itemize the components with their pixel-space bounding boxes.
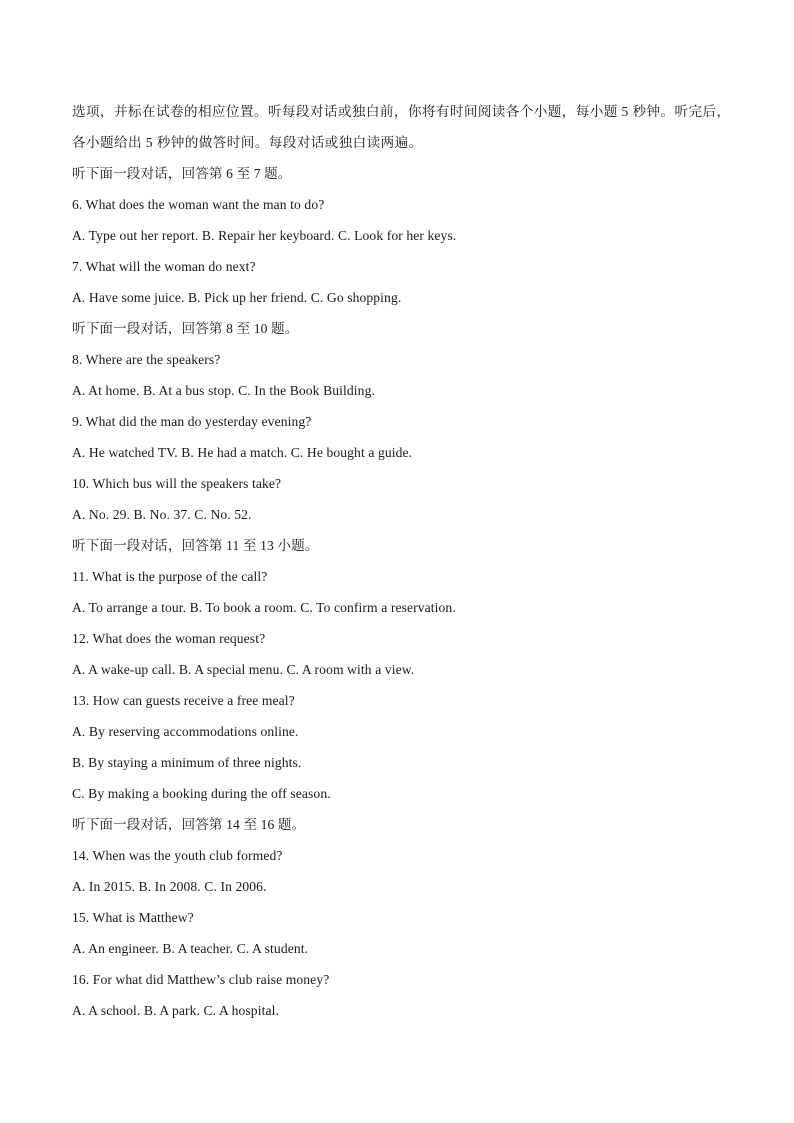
options-8: A. At home. B. At a bus stop. C. In the Book Building. <box>72 383 375 398</box>
question-11: 11. What is the purpose of the call? <box>72 569 268 584</box>
question-15: 15. What is Matthew? <box>72 910 194 925</box>
question-9: 9. What did the man do yesterday evening? <box>72 414 312 429</box>
question-13: 13. How can guests receive a free meal? <box>72 693 295 708</box>
option-13-c: C. By making a booking during the off season. <box>72 786 331 801</box>
question-14: 14. When was the youth club formed? <box>72 848 283 863</box>
options-11: A. To arrange a tour. B. To book a room. C. To confirm a reservation. <box>72 600 456 615</box>
options-15: A. An engineer. B. A teacher. C. A student. <box>72 941 309 956</box>
option-13-b: B. By staying a minimum of three nights. <box>72 755 302 770</box>
options-7: A. Have some juice. B. Pick up her friend. C. Go shopping. <box>72 290 402 305</box>
section-heading-14-16: 听下面一段对话，回答第 14 至 16 题。 <box>72 817 306 832</box>
question-8: 8. Where are the speakers? <box>72 352 221 367</box>
question-6: 6. What does the woman want the man to do? <box>72 197 325 212</box>
options-12: A. A wake-up call. B. A special menu. C. A room with a view. <box>72 662 415 677</box>
question-16: 16. For what did Matthew’s club raise money? <box>72 972 330 987</box>
section-heading-6-7: 听下面一段对话，回答第 6 至 7 题。 <box>72 166 292 181</box>
option-13-a: A. By reserving accommodations online. <box>72 724 299 739</box>
instruction-line-2: 各小题给出 5 秒钟的做答时间。每段对话或独白读两遍。 <box>72 135 423 150</box>
question-7: 7. What will the woman do next? <box>72 259 256 274</box>
exam-page <box>72 96 742 1026</box>
section-heading-8-10: 听下面一段对话，回答第 8 至 10 题。 <box>72 321 299 336</box>
options-16: A. A school. B. A park. C. A hospital. <box>72 1003 279 1018</box>
options-10: A. No. 29. B. No. 37. C. No. 52. <box>72 507 252 522</box>
options-9: A. He watched TV. B. He had a match. C. He bought a guide. <box>72 445 413 460</box>
question-10: 10. Which bus will the speakers take? <box>72 476 282 491</box>
question-12: 12. What does the woman request? <box>72 631 266 646</box>
options-6: A. Type out her report. B. Repair her keyboard. C. Look for her keys. <box>72 228 457 243</box>
section-heading-11-13: 听下面一段对话，回答第 11 至 13 小题。 <box>72 538 319 553</box>
options-14: A. In 2015. B. In 2008. C. In 2006. <box>72 879 267 894</box>
instruction-line-1: 选项，并标在试卷的相应位置。听每段对话或独白前，你将有时间阅读各个小题，每小题 5 秒钟。听完后， <box>72 104 731 119</box>
